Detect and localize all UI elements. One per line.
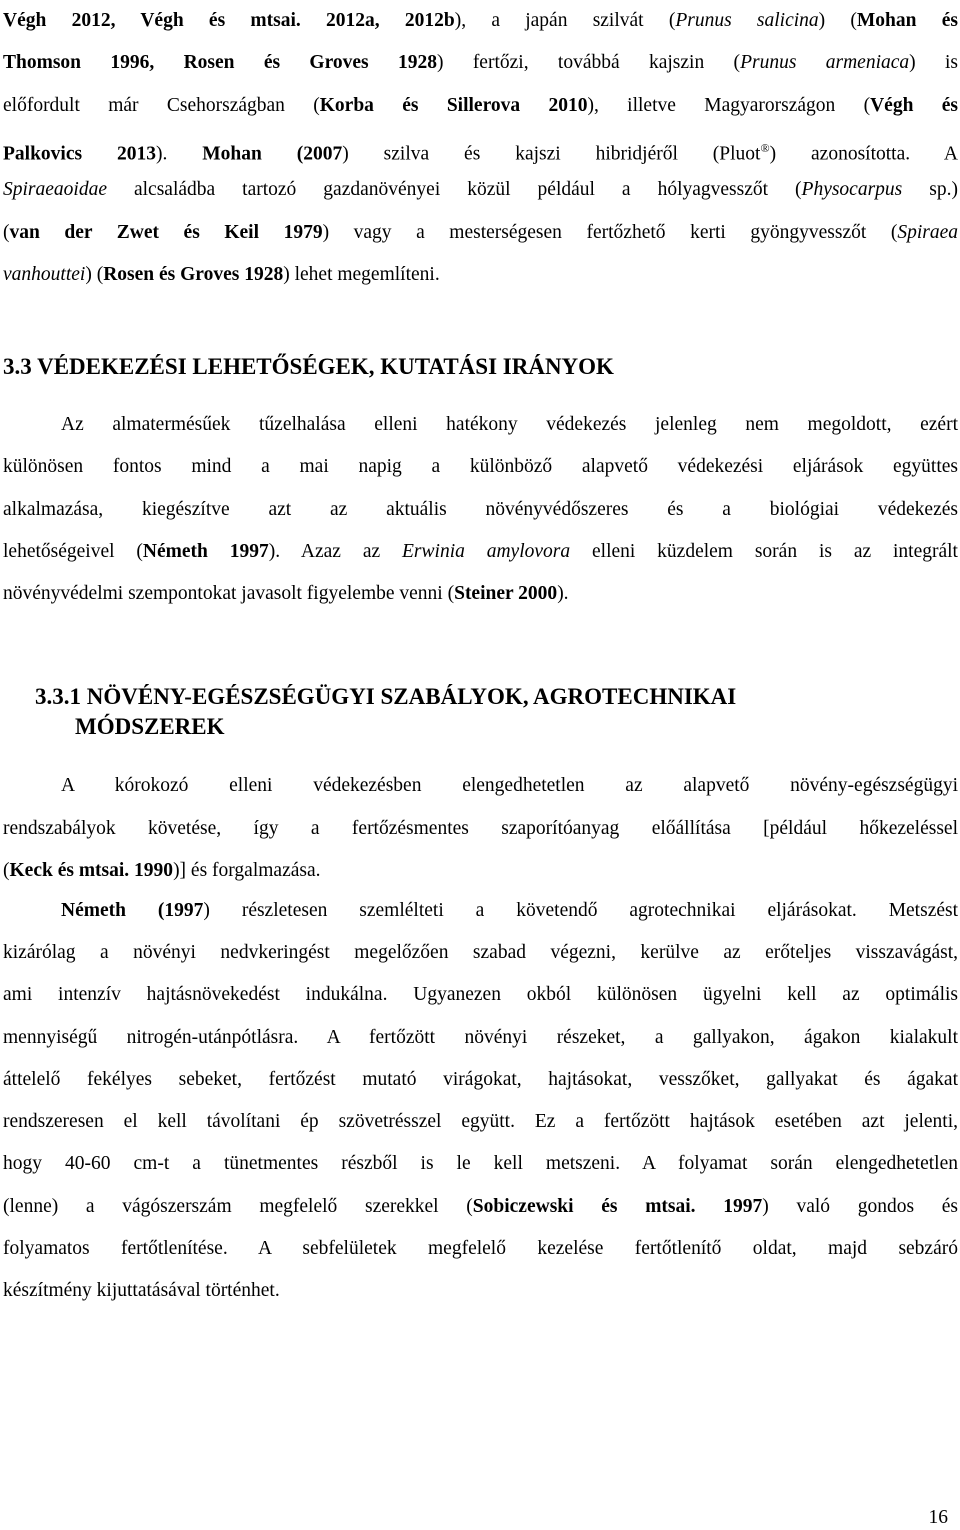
- body-text: áttelelő fekélyes sebeket, fertőzést mutató virágokat, hajtásokat, vesszőket, gallyakat és ágakat: [3, 1068, 958, 1090]
- text-line: [3, 264, 958, 286]
- text-line: [3, 95, 958, 117]
- citation-text: Keck és mtsai. 1990: [9, 860, 174, 881]
- body-text: ), a japán szilvát (: [454, 10, 676, 31]
- body-text: ®: [760, 140, 770, 155]
- subsection-heading-3-3-1-line1: 3.3.1 NÖVÉNY-EGÉSZSÉGÜGYI SZABÁLYOK, AGROTECHNIKAI: [35, 684, 737, 709]
- body-text: alkalmazása, kiegészítve azt az aktuális növényvédőszeres és a biológiai védekezés: [3, 498, 958, 520]
- species-name: Spiraea: [897, 221, 958, 243]
- body-text: hogy 40-60 cm-t a tünetmentes részből is le kell metszeni. A folyamat során elengedhetetlen: [3, 1153, 958, 1175]
- body-text: ), illetve Magyarországon (: [587, 94, 871, 116]
- body-text: ) azonosította. A: [769, 143, 959, 165]
- citation-text: van der Zwet és Keil 1979: [9, 221, 323, 243]
- text-line: [3, 583, 958, 605]
- body-text: lehetőségeivel (: [3, 540, 143, 562]
- body-text: alcsaládba tartozó gazdanövényei közül például a hólyagvesszőt (: [106, 179, 802, 201]
- text-line: [3, 818, 958, 840]
- species-name: Physocarpus: [801, 179, 903, 201]
- body-text: ) szilva és kajszi hibridjéről (Pluot: [342, 143, 761, 165]
- text-line: [3, 1153, 958, 1175]
- body-text: ). Azaz az: [268, 540, 403, 562]
- body-text: rendszeresen el kell távolítani ép szövetrésszel együtt. Ez a fertőzött hajtások esetében azt jelenti,: [3, 1111, 958, 1133]
- body-text: (: [3, 860, 10, 881]
- body-text: A kórokozó elleni védekezésben elengedhetetlen az alapvető növény-egészségügyi: [61, 775, 958, 796]
- text-line: [3, 1111, 958, 1133]
- citation-text: Németh 1997: [142, 540, 269, 562]
- citation-text: Korba és Sillerova 2010: [319, 94, 588, 116]
- text-line: [3, 179, 958, 201]
- body-text: ).: [156, 143, 203, 165]
- body-text: ) fertőzi, továbbá kajszin (: [436, 52, 741, 74]
- text-line: [61, 414, 958, 436]
- text-line: [61, 900, 958, 922]
- body-text: (lenne) a vágószerszám megfelelő szerekkel (: [3, 1195, 473, 1217]
- species-name: vanhouttei: [3, 263, 86, 285]
- citation-text: Mohan (2007: [202, 143, 343, 165]
- body-text: ) is: [909, 52, 958, 74]
- body-text: rendszabályok követése, így a fertőzésmentes szaporítóanyag előállítása [például hőkezeléssel: [3, 817, 958, 839]
- section-heading-3-3: 3.3 VÉDEKEZÉSI LEHETŐSÉGEK, KUTATÁSI IRÁNYOK: [3, 354, 614, 379]
- body-text: kizárólag a növényi nedvkeringést megelőzően szabad végezni, kerülve az erőteljes visszavágást,: [3, 942, 958, 964]
- body-text: mennyiségű nitrogén-utánpótlásra. A fertőzött növényi részeket, a gallyakon, ágakon kialakult: [3, 1026, 958, 1048]
- citation-text: Palkovics 2013: [3, 143, 156, 165]
- body-text: ) részletesen szemlélteti a követendő agrotechnikai eljárásokat. Metszést: [203, 900, 959, 921]
- text-line: [3, 984, 958, 1006]
- text-line: [3, 222, 958, 244]
- text-line: [3, 1027, 958, 1049]
- body-text: folyamatos fertőtlenítése. A sebfelületek megfelelő kezelése fertőtlenítő oldat, majd sebzáró: [3, 1237, 958, 1259]
- page-number: 16: [928, 1507, 948, 1528]
- subsection-heading-3-3-1-line2: MÓDSZEREK: [75, 714, 225, 739]
- text-line: [3, 860, 958, 882]
- text-line: [3, 1069, 958, 1091]
- citation-text: Steiner 2000: [454, 583, 558, 604]
- text-line: [3, 52, 958, 74]
- body-text: sp.): [902, 179, 958, 201]
- species-name: Prunus armeniaca: [740, 52, 910, 74]
- text-line: [3, 10, 958, 32]
- body-text: elleni küzdelem során is az integrált: [570, 540, 958, 562]
- text-line: [3, 942, 958, 964]
- citation-text: Sobiczewski és mtsai. 1997: [472, 1195, 763, 1217]
- body-text: ) lehet megemlíteni.: [283, 263, 440, 285]
- text-line: [3, 1280, 958, 1302]
- text-line: [3, 1238, 958, 1260]
- body-text: Az almatermésűek tűzelhalása elleni hatékony védekezés jelenleg nem megoldott, ezért: [61, 414, 958, 435]
- species-name: Spiraeaoidae: [3, 179, 107, 201]
- citation-text: Németh (1997: [61, 900, 204, 921]
- citation-text: Mohan és: [856, 10, 958, 31]
- body-text: ) (: [818, 10, 857, 31]
- body-text: ) vagy a mesterségesen fertőzhető kerti gyöngyvesszőt (: [322, 221, 898, 243]
- text-line: [3, 1196, 958, 1218]
- text-line: [3, 456, 958, 478]
- citation-text: Thomson 1996, Rosen és Groves 1928: [3, 52, 437, 74]
- text-line: [3, 137, 958, 166]
- text-line: [3, 541, 958, 563]
- text-line: [61, 775, 958, 797]
- body-text: ) való gondos és: [762, 1195, 959, 1217]
- body-text: ).: [557, 583, 569, 604]
- body-text: (: [3, 221, 10, 243]
- body-text: ami intenzív hajtásnövekedést indukálna. Ugyanezen okból különösen ügyelni kell az optimális: [3, 984, 958, 1006]
- species-name: Prunus salicina: [675, 10, 819, 31]
- body-text: különösen fontos mind a mai napig a különböző alapvető védekezési eljárások együttes: [3, 456, 958, 478]
- species-name: Erwinia amylovora: [402, 540, 571, 562]
- citation-text: Végh és: [870, 94, 958, 116]
- citation-text: Rosen és Groves 1928: [103, 263, 284, 285]
- citation-text: Végh 2012, Végh és mtsai. 2012a, 2012b: [3, 10, 455, 31]
- body-text: )] és forgalmazása.: [173, 860, 321, 881]
- body-text: növényvédelmi szempontokat javasolt figyelembe venni (: [3, 583, 455, 604]
- text-line: [3, 499, 958, 521]
- body-text: ) (: [85, 263, 104, 285]
- body-text: előfordult már Csehországban (: [3, 94, 320, 116]
- body-text: készítmény kijuttatásával történhet.: [3, 1279, 280, 1301]
